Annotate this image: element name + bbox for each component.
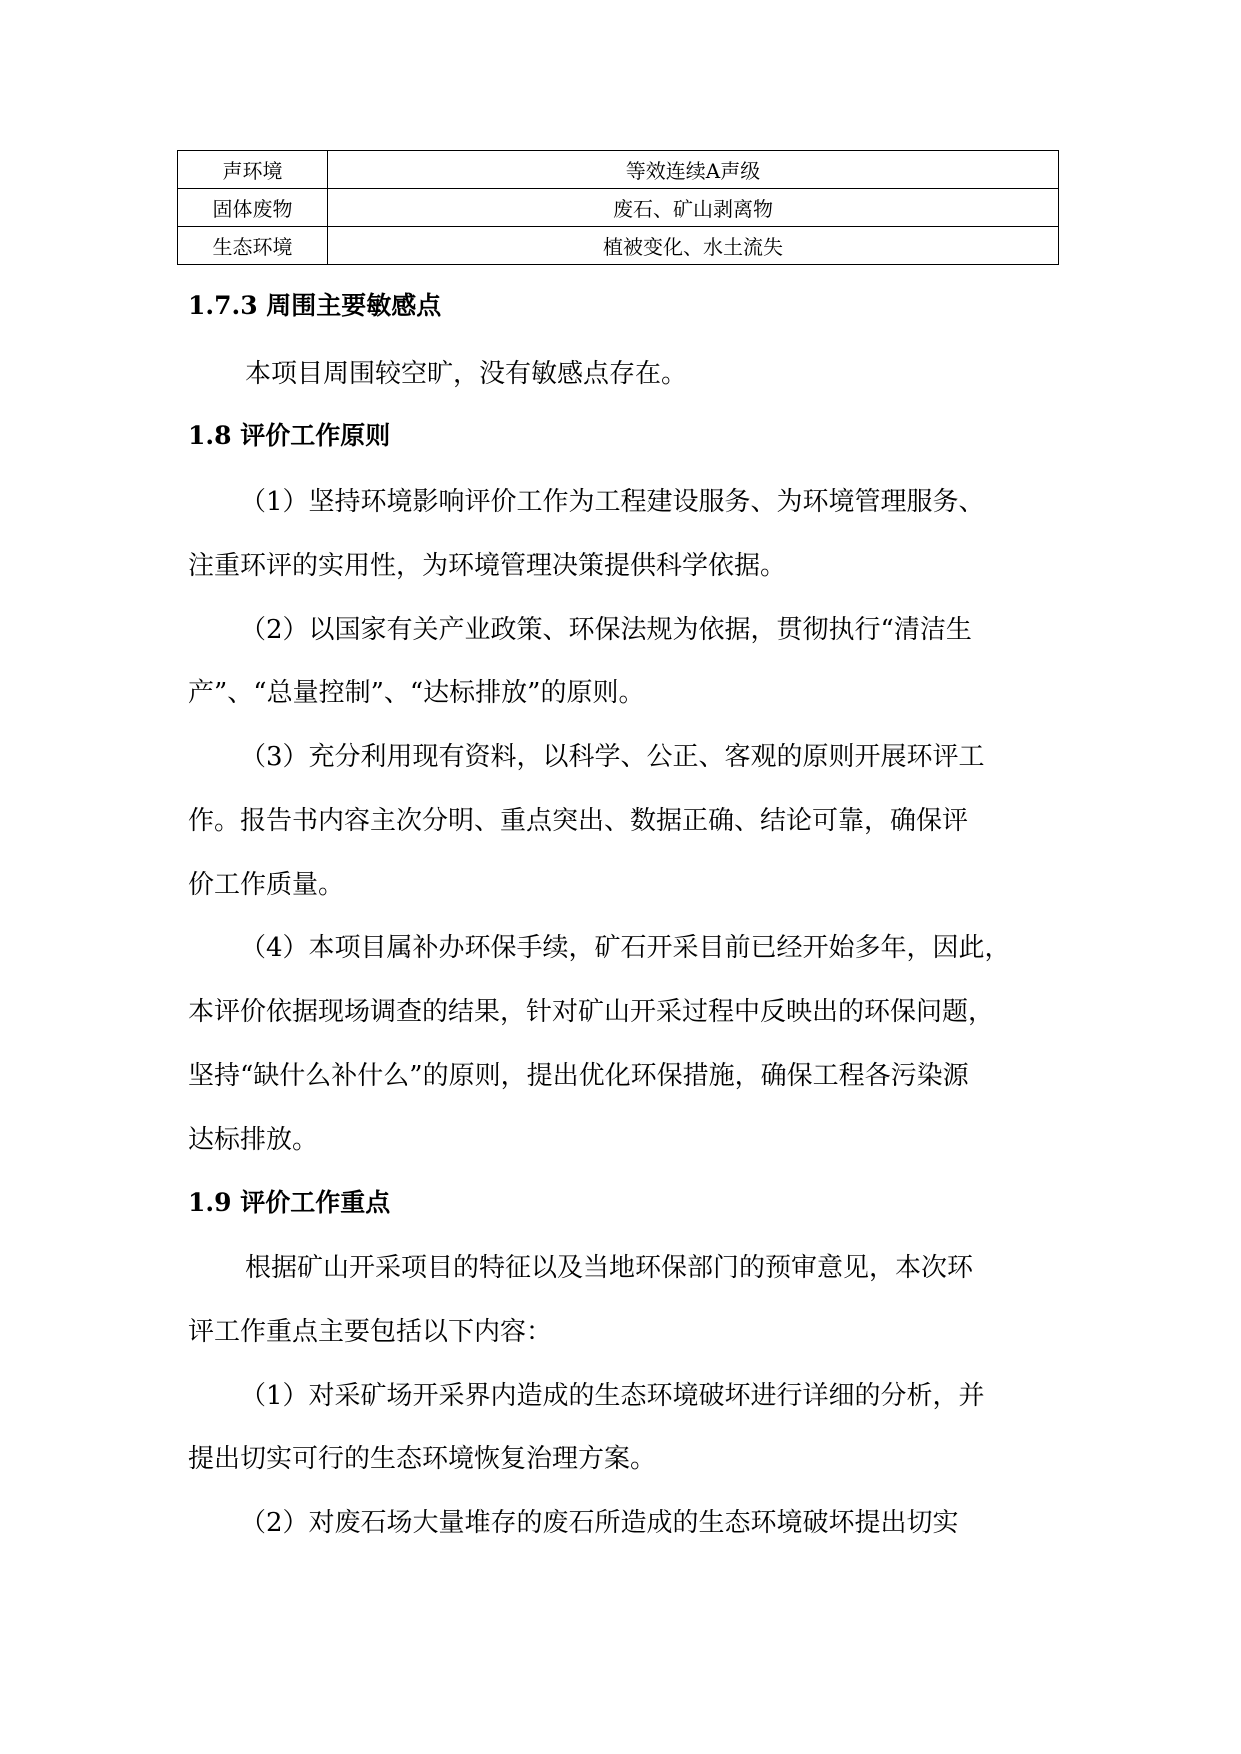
paragraph-line: 产”、“总量控制”、“达标排放”的原则。 [188, 678, 645, 708]
paragraph-line: （2）以国家有关产业政策、环保法规为依据，贯彻执行“清洁生 [240, 615, 972, 645]
paragraph-line: （1）坚持环境影响评价工作为工程建设服务、为环境管理服务、 [240, 487, 985, 517]
paragraph-line: 注重环评的实用性，为环境管理决策提供科学依据。 [188, 551, 787, 581]
paragraph-line: 坚持“缺什么补什么”的原则，提出优化环保措施，确保工程各污染源 [188, 1061, 969, 1091]
paragraph-line: （2）对废石场大量堆存的废石所造成的生态环境破坏提出切实 [240, 1508, 959, 1538]
table-row [178, 227, 1059, 265]
factor-cell: 固体废物 [178, 189, 328, 227]
section-heading-1-9: 1.9 评价工作重点 [188, 1188, 391, 1217]
paragraph-line: 本项目周围较空旷，没有敏感点存在。 [245, 359, 688, 389]
paragraph-line: 价工作质量。 [188, 870, 345, 900]
paragraph-line: 提出切实可行的生态环境恢复治理方案。 [188, 1444, 657, 1474]
table-row [178, 189, 1059, 227]
factor-cell: 生态环境 [178, 227, 328, 265]
factor-cell: 声环境 [178, 151, 328, 189]
content-cell: 等效连续A声级 [328, 151, 1059, 189]
table-row [178, 151, 1059, 189]
section-heading-1-8: 1.8 评价工作原则 [188, 421, 391, 450]
paragraph-line: （1）对采矿场开采界内造成的生态环境破坏进行详细的分析，并 [240, 1381, 985, 1411]
paragraph-line: 作。报告书内容主次分明、重点突出、数据正确、结论可靠，确保评 [188, 806, 969, 836]
paragraph-line: （4）本项目属补办环保手续，矿石开采目前已经开始多年，因此， [240, 933, 1011, 963]
section-heading-1-7-3: 1.7.3 周围主要敏感点 [188, 291, 442, 320]
paragraph-line: 达标排放。 [188, 1125, 319, 1155]
content-cell: 废石、矿山剥离物 [328, 189, 1059, 227]
content-cell: 植被变化、水土流失 [328, 227, 1059, 265]
paragraph-line: 根据矿山开采项目的特征以及当地环保部门的预审意见，本次环 [245, 1253, 974, 1283]
environment-factor-table [177, 150, 1059, 265]
paragraph-line: 评工作重点主要包括以下内容： [188, 1317, 553, 1347]
paragraph-line: （3）充分利用现有资料，以科学、公正、客观的原则开展环评工 [240, 742, 985, 772]
paragraph-line: 本评价依据现场调查的结果，针对矿山开采过程中反映出的环保问题， [188, 997, 995, 1027]
